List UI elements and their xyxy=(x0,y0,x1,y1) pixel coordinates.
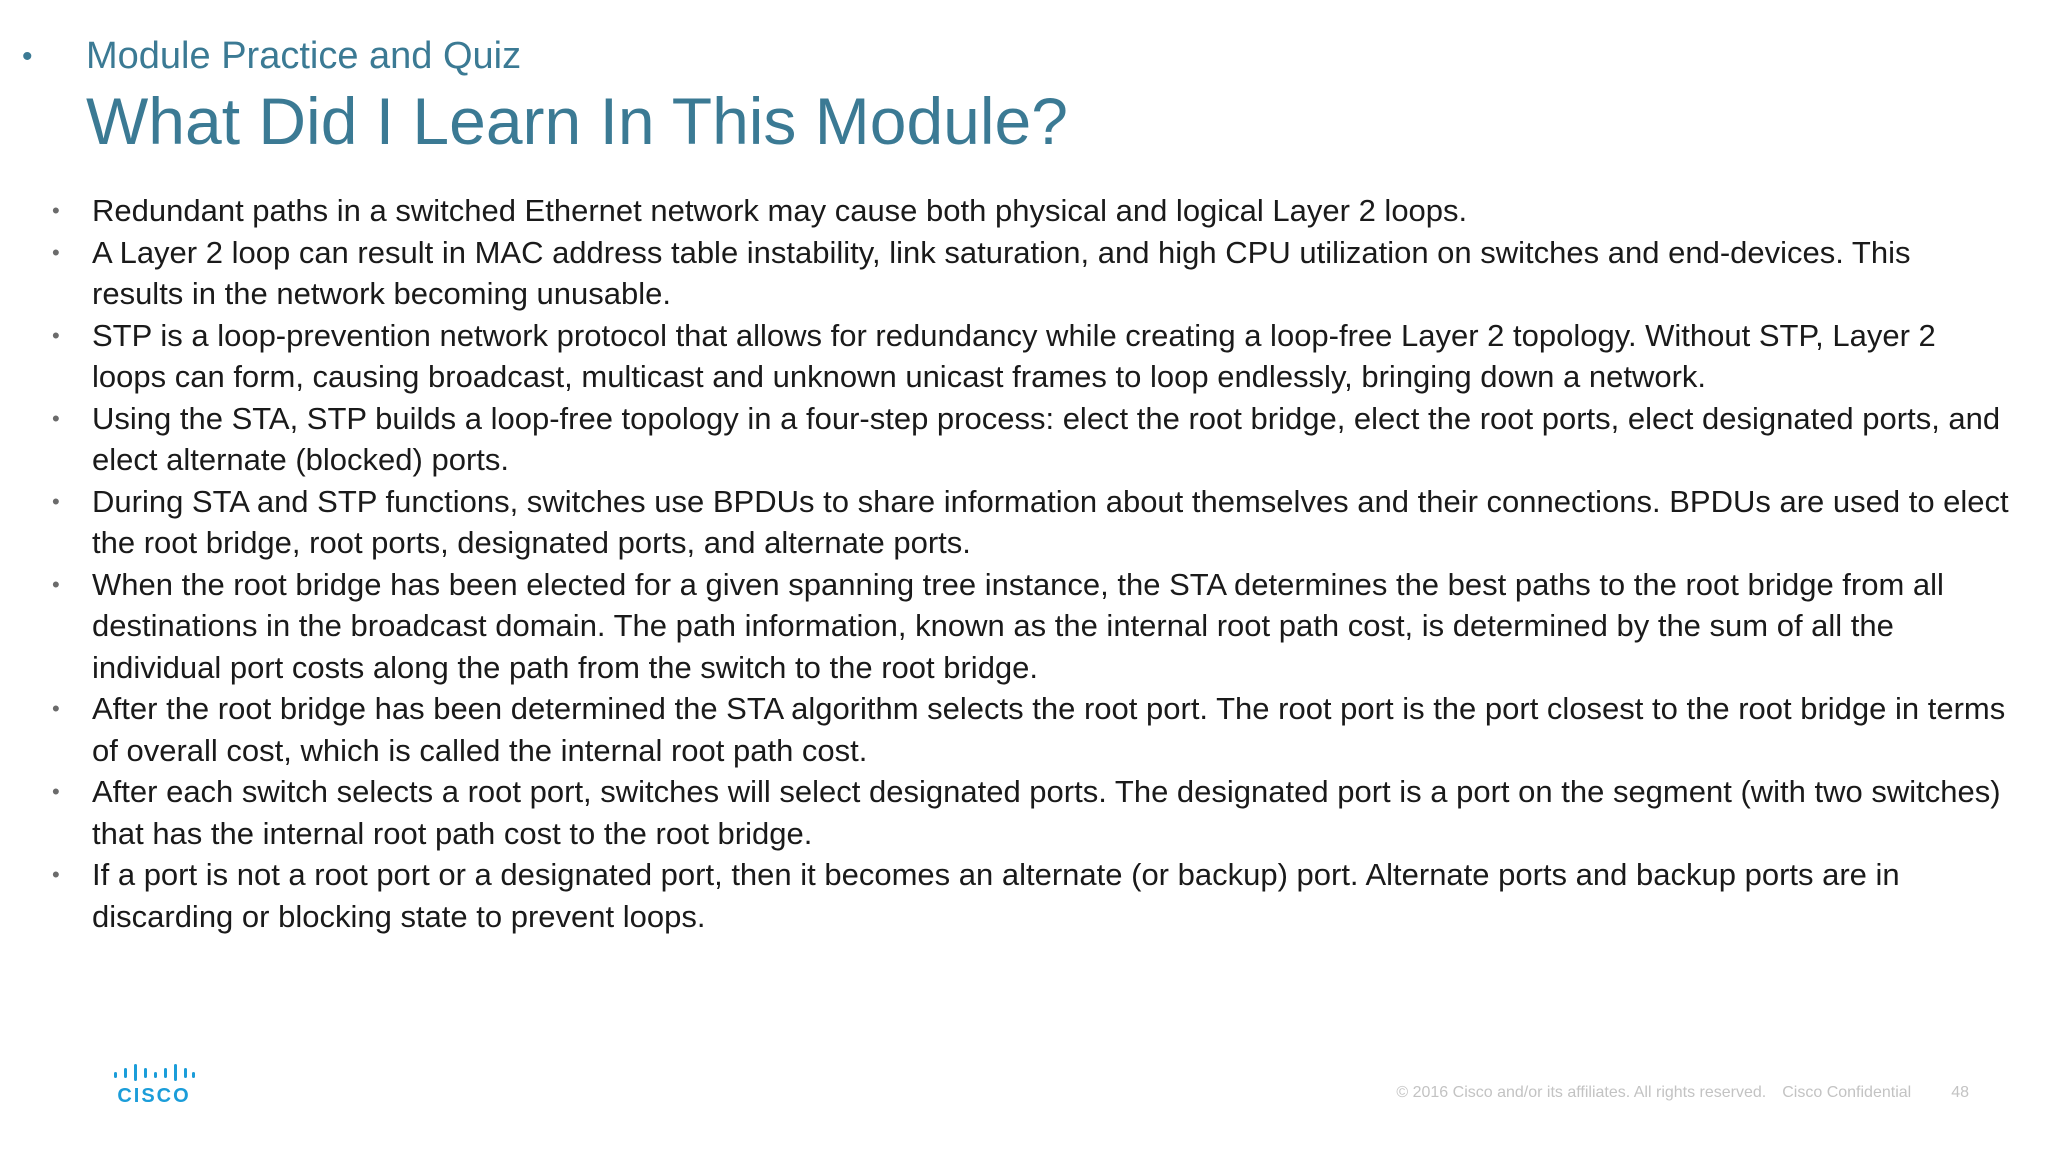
slide-title: What Did I Learn In This Module? xyxy=(86,84,1068,158)
bullet-marker: • xyxy=(52,571,60,597)
bullet-marker: • xyxy=(52,696,60,721)
bullet-item xyxy=(50,481,2010,564)
bullet-marker: • xyxy=(52,862,60,887)
cisco-wordmark: CISCO xyxy=(117,1085,191,1107)
bullet-list xyxy=(50,190,2010,937)
page-number: 48 xyxy=(1951,1084,1969,1101)
bullet-marker: • xyxy=(52,488,60,514)
bullet-text: After each switch selects a root port, switches will select designated ports. The designated port is a port on the segment (with two switches) that has the internal root path cost to the root bridge. xyxy=(92,774,2001,851)
bullet-text: STP is a loop-prevention network protocol that allows for redundancy while creating a loop-free Layer 2 topology. Without STP, Layer 2 loops can form, causing broadcast, multicast and unknown unicast frames to loop endlessly, bringing down a network. xyxy=(92,317,1936,394)
bullet-text: After the root bridge has been determined the STA algorithm selects the root port. The root port is the port closest to the root bridge in terms of overall cost, which is called the internal root path cost. xyxy=(92,691,2006,768)
bullet-item xyxy=(50,232,2010,315)
bullet-item xyxy=(50,564,2010,689)
bullet-item xyxy=(50,315,2010,398)
bullet-item xyxy=(50,854,2010,937)
bullet-marker: • xyxy=(52,405,60,431)
bullet-text: When the root bridge has been elected for a given spanning tree instance, the STA determines the best paths to the root bridge from all destinations in the broadcast domain. The path information, known as the internal root path cost, is determined by the sum of all the individual port costs along the path from the switch to the root bridge. xyxy=(92,566,1944,685)
cisco-logo xyxy=(112,1063,196,1109)
bullet-text: Using the STA, STP builds a loop-free topology in a four-step process: elect the root bridge, elect the root ports, elect designated ports, and elect alternate (blocked) ports. xyxy=(92,400,2001,477)
bullet-marker: • xyxy=(52,239,60,265)
bullet-item xyxy=(50,771,2010,854)
slide-subtitle: Module Practice and Quiz xyxy=(86,35,522,77)
bullet-text: If a port is not a root port or a designated port, then it becomes an alternate (or backup) port. Alternate ports and backup ports are in discarding or blocking state to prevent loops. xyxy=(92,857,1900,934)
footer-confidential: Cisco Confidential xyxy=(1782,1084,1912,1101)
header-bullet: • xyxy=(22,40,33,73)
bullet-item xyxy=(50,398,2010,481)
bullet-text: During STA and STP functions, switches use BPDUs to share information about themselves and their connections. BPDUs are used to elect the root bridge, root ports, designated ports, and alternate ports. xyxy=(92,483,2009,560)
bullet-marker: • xyxy=(52,779,60,804)
footer-copyright: © 2016 Cisco and/or its affiliates. All rights reserved. xyxy=(1396,1084,1767,1101)
bullet-marker: • xyxy=(52,322,60,348)
cisco-bars-icon xyxy=(112,1063,196,1081)
bullet-item xyxy=(50,190,2010,232)
bullet-item xyxy=(50,688,2010,771)
bullet-text: Redundant paths in a switched Ethernet network may cause both physical and logical Layer 2 loops. xyxy=(92,193,1468,228)
bullet-marker: • xyxy=(52,198,60,223)
bullet-text: A Layer 2 loop can result in MAC address table instability, link saturation, and high CPU utilization on switches and end-devices. This results in the network becoming unusable. xyxy=(92,234,1911,311)
footer xyxy=(1396,1083,1969,1103)
